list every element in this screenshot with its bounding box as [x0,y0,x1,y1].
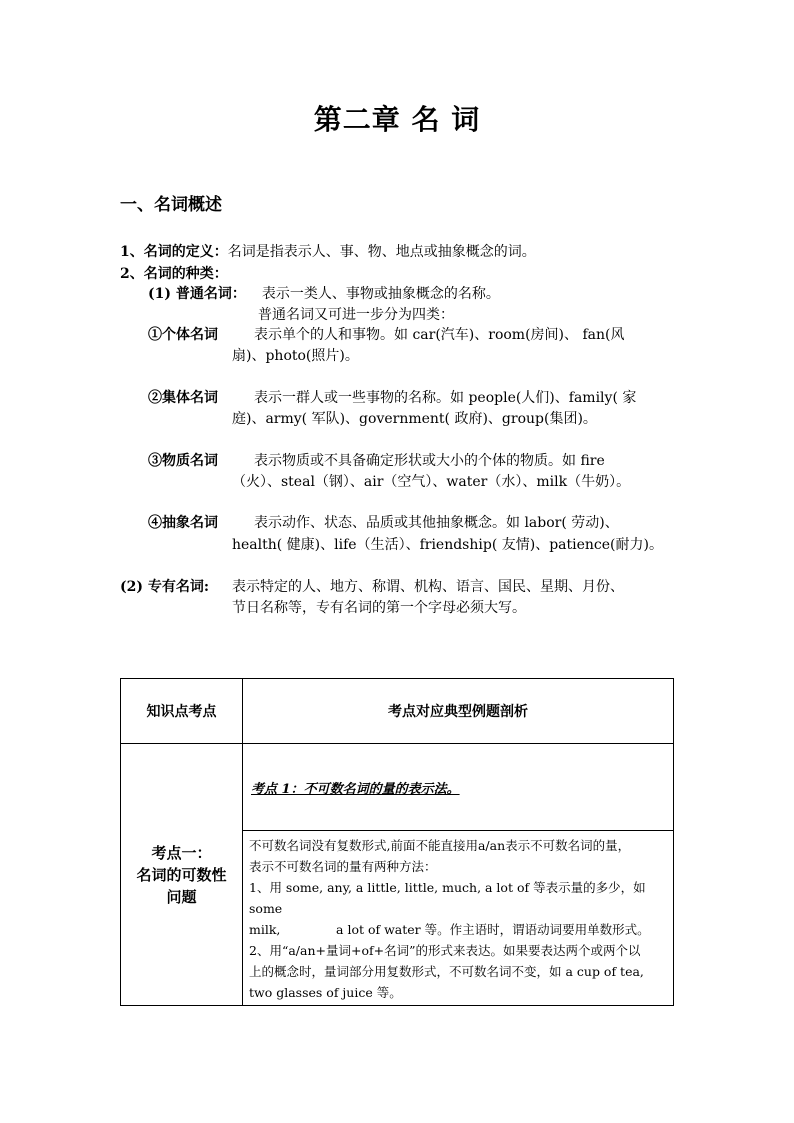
definition-line [120,242,536,262]
common-noun-label: (1) 普通名词： [148,286,246,302]
type-desc-line2: 扇)、photo(照片)。 [232,348,359,364]
type-desc-line1: 表示单个的人和事物。如 car(汽车)、room(房间)、 fan(风 [254,327,625,343]
body-line: 上的概念时，量词部分用复数形式，不可数名词不变，如 a cup of tea, [249,964,644,979]
type-desc-line2: 庭)、army( 军队)、government( 政府)、group(集团)。 [232,411,597,427]
proper-noun-text1: 表示特定的人、地方、称谓、机构、语言、国民、星期、月份、 [232,579,624,595]
body-line: two glasses of juice 等。 [249,985,402,1000]
common-noun-text: 表示一类人、事物或抽象概念的名称。 [261,286,500,302]
proper-noun-line [120,577,624,597]
kaodian-topic-line2: 问题 [166,887,197,906]
definition-text: 名词是指表示人、事、物、地点或抽象概念的词。 [227,244,536,260]
type-desc-line2: health( 健康)、life（生活）、friendship( 友情)、patience(耐力)。 [232,537,663,553]
common-noun-line [148,284,500,304]
type-desc-line1: 表示一群人或一些事物的名称。如 people(人们)、family( 家 [254,390,637,406]
common-noun-subtext: 普通名词又可进一步分为四类： [258,307,454,323]
kaodian-topic-line1: 名词的可数性 [136,865,227,884]
body-line: 表示不可数名词的量有两种方法： [249,859,437,874]
proper-noun-label: (2) 专有名词: [120,579,210,595]
kaodian-title: 考点 1：不可数名词的量的表示法。 [243,744,674,831]
type-desc-line2: （火）、steal（钢）、air（空气）、water（水）、milk（牛奶）。 [232,474,631,490]
type-item [148,513,619,533]
type-label: ②集体名词 [148,390,218,406]
body-line: 1、用 some, any, a little, little, much, a lot of 等表示量的多少，如 some [249,880,646,916]
body-line: milk, a lot of water 等。作主语时，谓语动词要用单数形式。 [249,922,650,937]
kaodian-body [243,831,674,1006]
table-header-right: 考点对应典型例题剖析 [243,679,674,744]
type-item [148,451,605,471]
section-heading: 一、名词概述 [120,195,222,215]
knowledge-point-table [120,678,674,1006]
definition-label: 1、名词的定义： [120,244,228,260]
type-desc-line1: 表示动作、状态、品质或其他抽象概念。如 labor( 劳动)、 [254,515,619,531]
type-item [148,388,636,408]
kinds-label: 2、名词的种类： [120,266,228,282]
type-item [148,325,624,345]
kaodian-label: 考点一： [151,843,212,862]
kaodian-cell [121,744,243,1006]
type-label: ③物质名词 [148,453,218,469]
type-label: ①个体名词 [148,327,218,343]
table-header-left: 知识点考点 [121,679,243,744]
body-line: 2、用“a/an+量词+of+名词”的形式来表达。如果要表达两个或两个以 [249,943,641,958]
proper-noun-text2: 节日名称等，专有名词的第一个字母必须大写。 [232,600,526,616]
body-line: 不可数名词没有复数形式,前面不能直接用a/an表示不可数名词的量， [249,838,631,853]
type-label: ④抽象名词 [148,515,218,531]
page-title: 第二章 名 词 [313,103,481,136]
type-desc-line1: 表示物质或不具备确定形状或大小的个体的物质。如 fire [254,453,605,469]
